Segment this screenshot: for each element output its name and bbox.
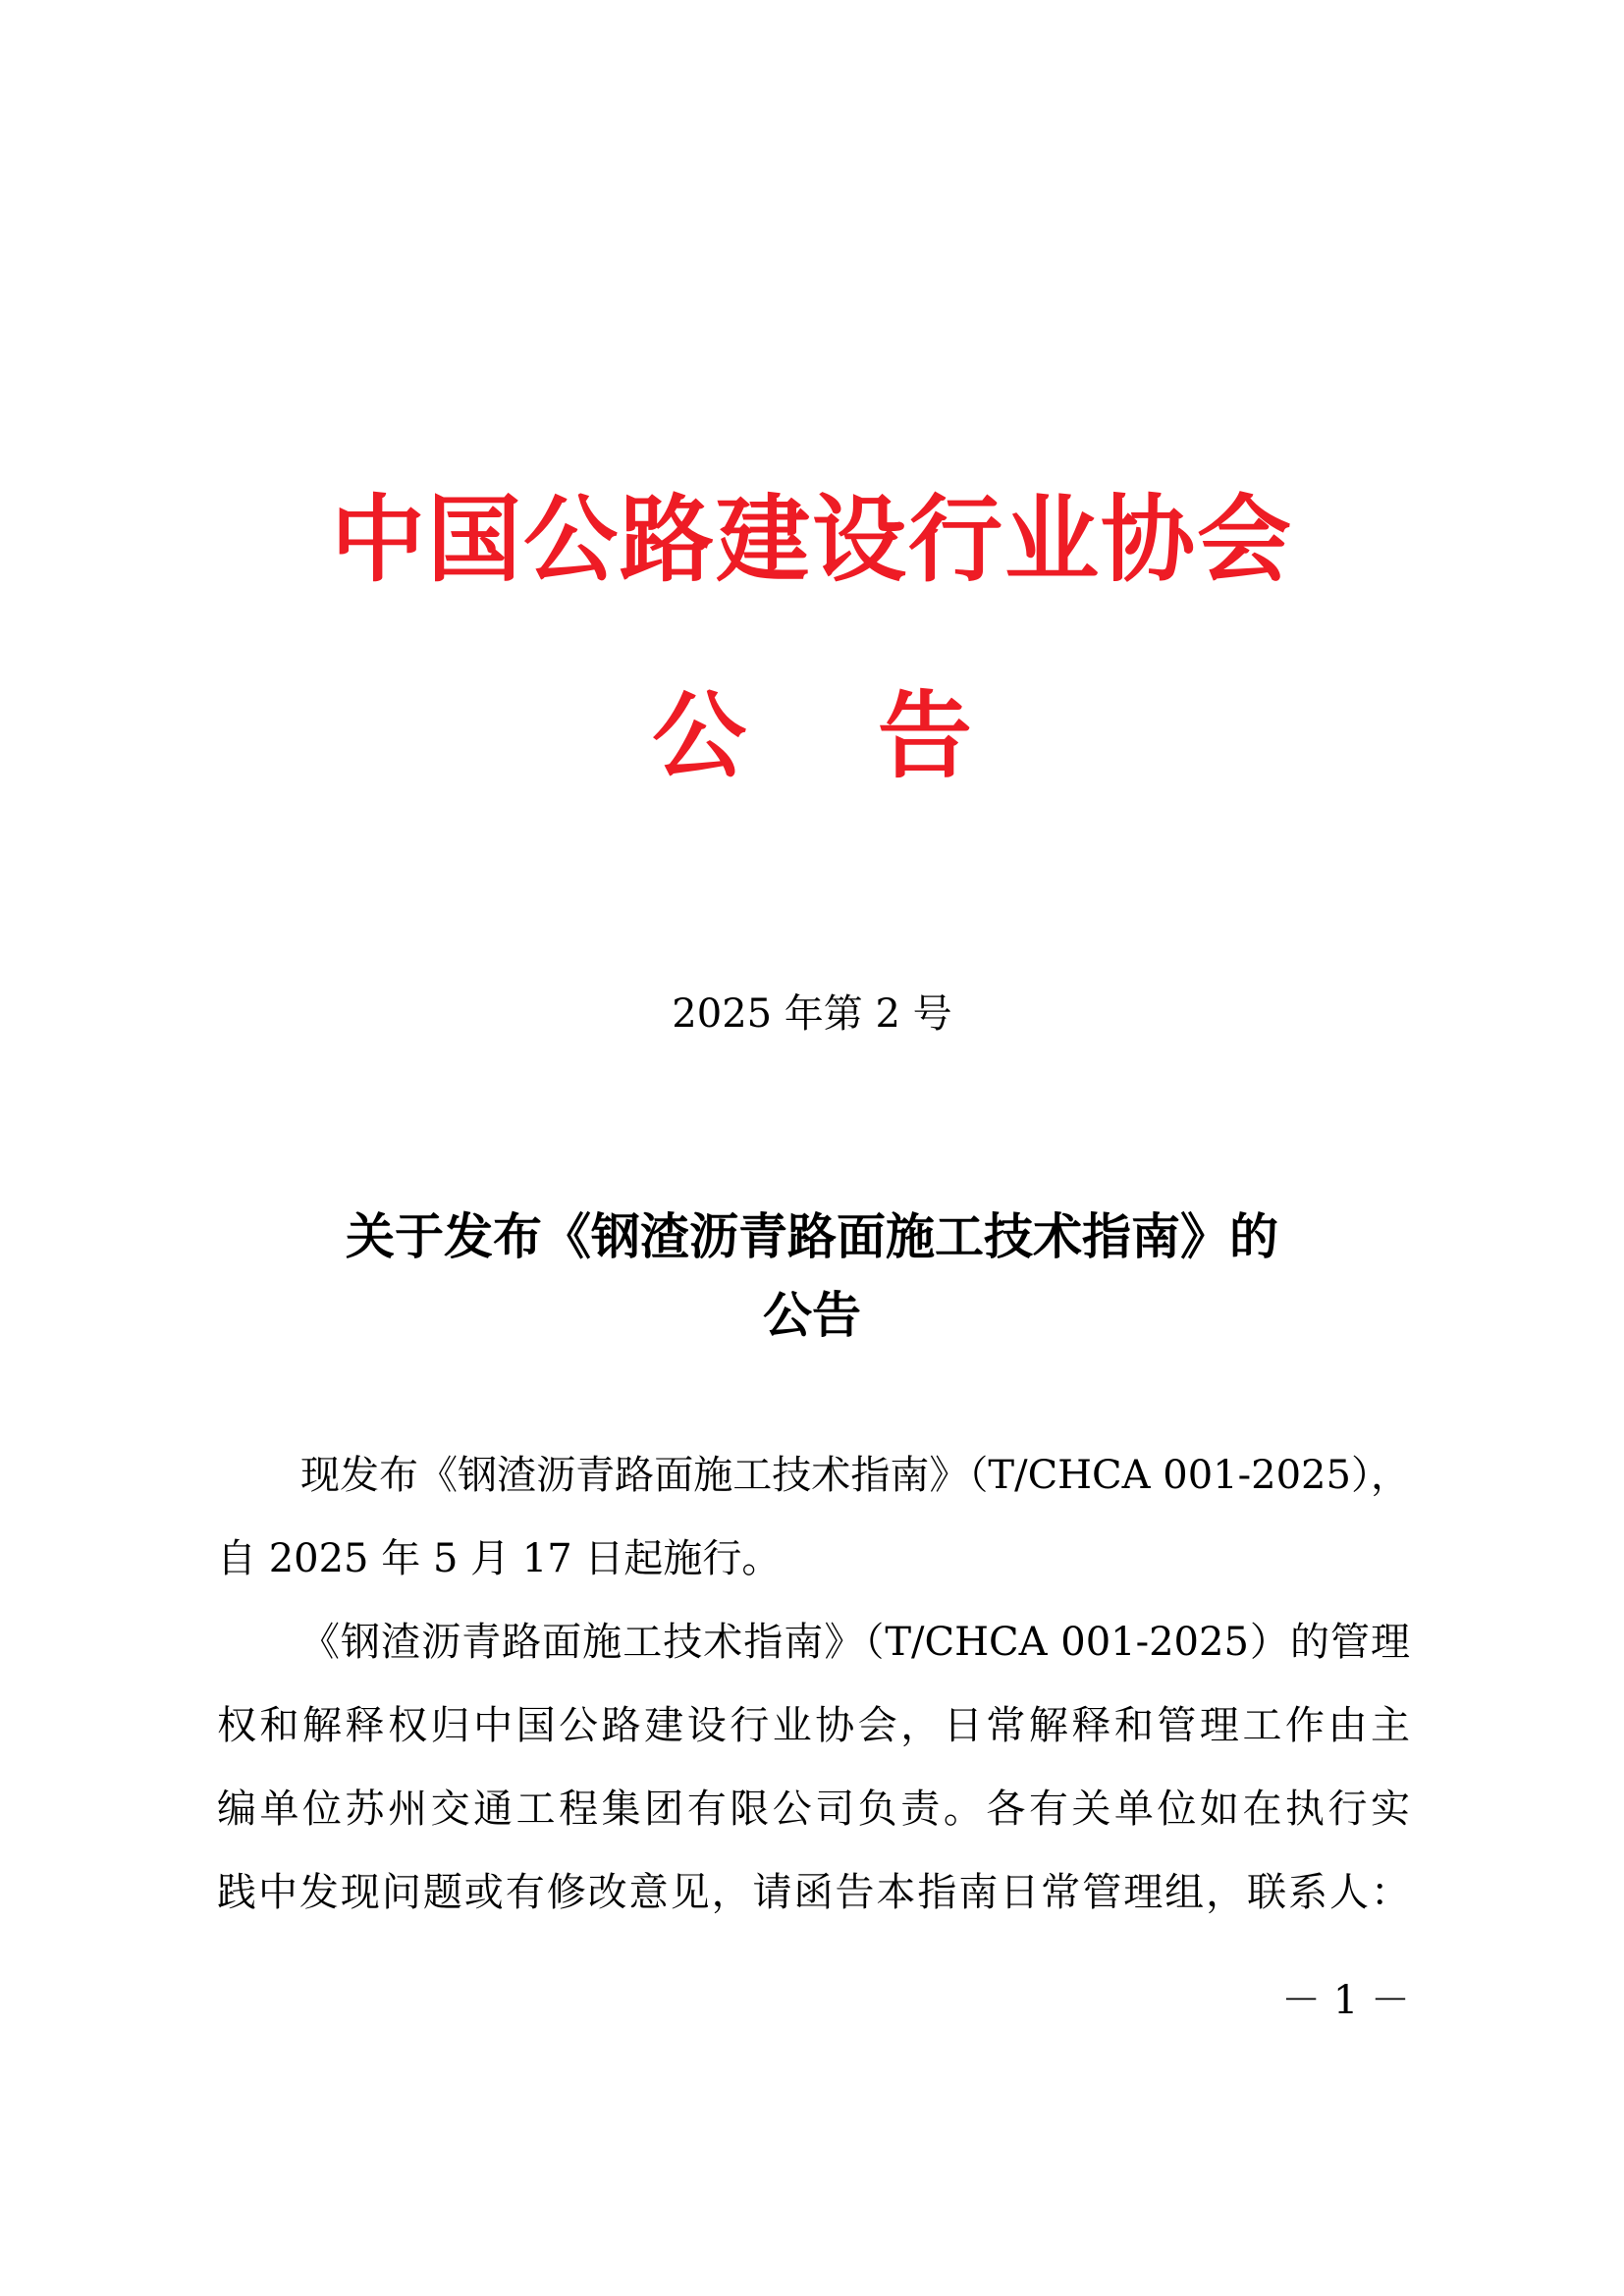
body-text-line: 《钢渣沥青路面施工技术指南》（T/CHCA 001-2025）的管理 [300,1620,1410,1665]
body-text-line: 编单位苏州交通工程集团有限公司负责。各有关单位如在执行实 [217,1787,1410,1832]
document-number: 2025 年第 2 号 [672,991,952,1037]
body-text-line: 践中发现问题或有修改意见，请函告本指南日常管理组，联系人： [217,1870,1410,1915]
organization-name: 中国公路建设行业协会 [331,485,1293,595]
document-type: 公 告 [652,681,972,791]
body-text-line: 权和解释权归中国公路建设行业协会，日常解释和管理工作由主 [217,1703,1410,1748]
page-number: － 1 － [1281,1978,1410,2023]
announcement-title-line-2: 公告 [763,1286,861,1344]
body-text-line: 现发布《钢渣沥青路面施工技术指南》（T/CHCA 001-2025）， [300,1453,1410,1498]
announcement-title-line-1: 关于发布《钢渣沥青路面施工技术指南》的 [346,1207,1278,1265]
body-text-line: 自 2025 年 5 月 17 日起施行。 [217,1536,782,1581]
